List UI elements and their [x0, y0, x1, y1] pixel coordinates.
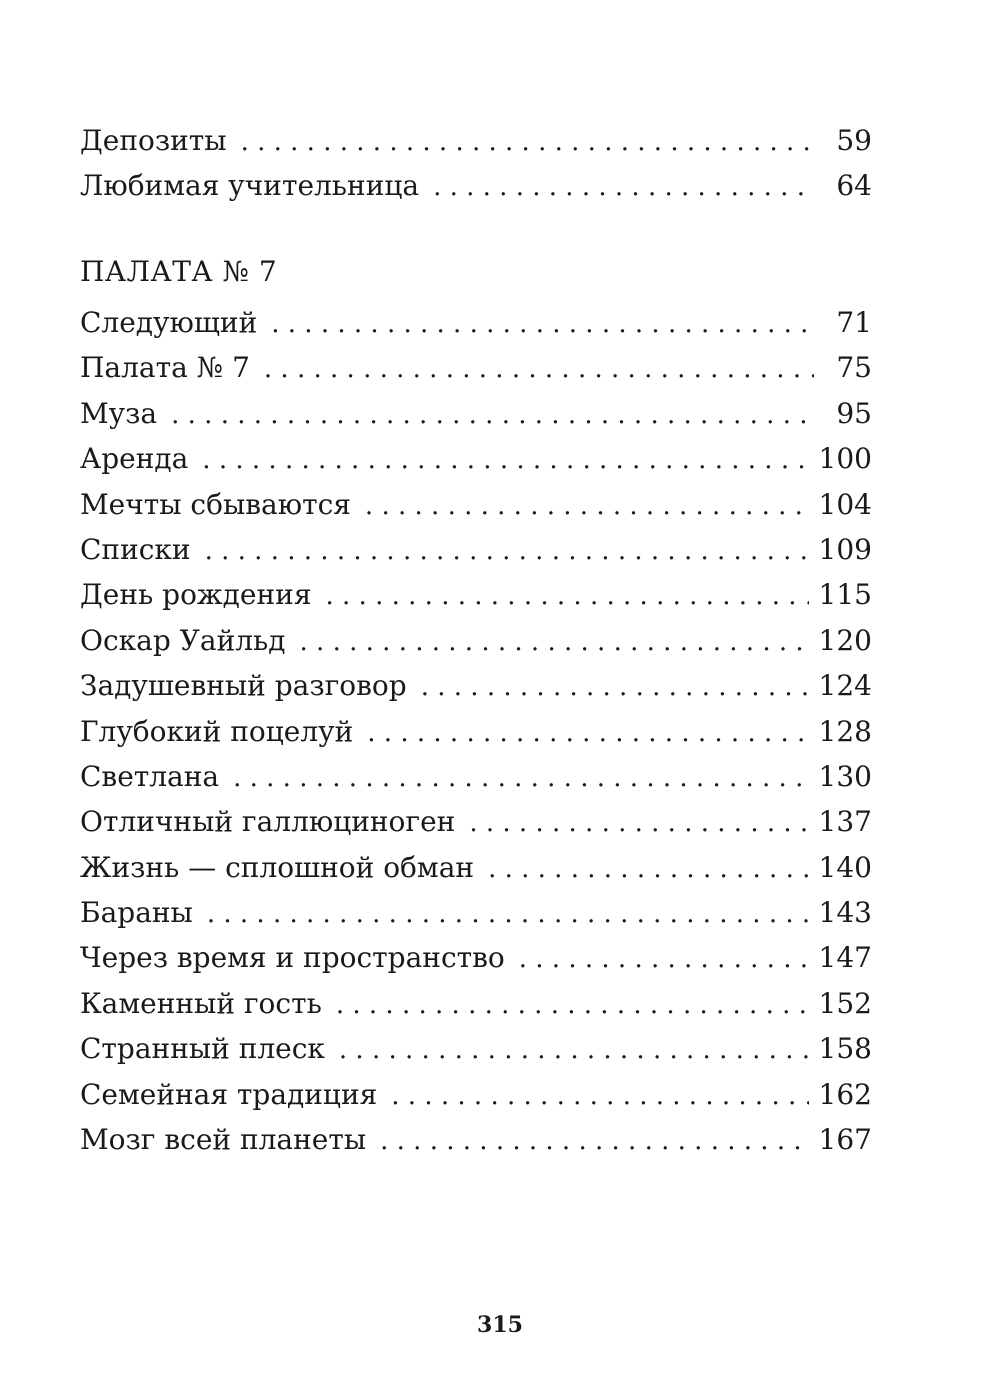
toc-entry-title: Любимая учительница [80, 169, 420, 203]
toc-entry-page: 95 [836, 396, 872, 430]
toc-entry [80, 845, 872, 890]
toc-dot-leader [271, 302, 814, 347]
page-number: 315 [477, 1312, 523, 1338]
toc-entry-title: Депозиты [80, 124, 227, 157]
toc-entry-page: 124 [818, 669, 872, 703]
toc-entry [80, 527, 872, 572]
toc-entry-page: 109 [818, 532, 872, 566]
toc-dot-leader [264, 347, 814, 392]
toc-dot-leader [421, 665, 809, 710]
toc-entry [80, 890, 872, 935]
toc-entry-title: Странный плеск [80, 1032, 325, 1066]
toc-entry-page: 100 [818, 442, 872, 476]
toc-entry [80, 300, 872, 345]
toc-entry-page: 120 [818, 623, 872, 657]
toc-dot-leader [233, 756, 808, 801]
toc-entry-page: 59 [836, 124, 872, 157]
toc-entry [80, 118, 872, 163]
toc-entry-page: 147 [818, 941, 872, 975]
toc-entry-page: 143 [818, 896, 872, 930]
toc-dot-leader [336, 983, 809, 1028]
toc-dot-leader [367, 711, 808, 756]
toc-entry [80, 436, 872, 481]
toc-entry [80, 981, 872, 1026]
toc-entry-title: Через время и пространство [80, 941, 505, 975]
toc-entry [80, 1026, 872, 1071]
toc-entry [80, 754, 872, 799]
toc-dot-leader [391, 1074, 808, 1119]
toc-dot-leader [205, 529, 809, 574]
toc-dot-leader [241, 120, 814, 165]
toc-entry-page: 140 [818, 850, 872, 884]
toc-entry-page: 137 [818, 805, 872, 839]
toc-entry [80, 709, 872, 754]
toc-dot-leader [433, 165, 814, 210]
toc-dot-leader [488, 847, 808, 892]
toc-entry-page: 115 [818, 578, 872, 612]
toc-dot-leader [339, 1028, 809, 1073]
toc-entry-title: Бараны [80, 896, 193, 930]
toc-entry [80, 799, 872, 844]
toc-entry [80, 1072, 872, 1117]
toc-entry-page: 75 [836, 351, 872, 385]
toc-entry-page: 71 [836, 306, 872, 339]
toc-entry [80, 663, 872, 708]
toc-entry-page: 167 [818, 1123, 872, 1157]
toc-list-continued [80, 118, 872, 209]
toc-entry-title: Аренда [80, 442, 189, 476]
toc-dot-leader [380, 1119, 808, 1164]
toc-entry [80, 482, 872, 527]
section-heading: ПАЛАТА № 7 [80, 255, 278, 288]
toc-entry-page: 104 [818, 487, 872, 521]
toc-dot-leader [365, 484, 809, 529]
toc-entry [80, 618, 872, 663]
toc-entry-title: День рождения [80, 578, 312, 612]
toc-entry-title: Жизнь — сплошной обман [80, 850, 475, 884]
toc-dot-leader [469, 801, 808, 846]
toc-entry-title: Семейная традиция [80, 1077, 378, 1111]
toc-dot-leader [207, 892, 809, 937]
toc-entry-title: Светлана [80, 759, 220, 793]
toc-entry-title: Мечты сбываются [80, 487, 351, 521]
toc-entry [80, 935, 872, 980]
toc-entry-page: 152 [818, 986, 872, 1020]
toc-entry [80, 572, 872, 617]
toc-entry-title: Задушевный разговор [80, 669, 407, 703]
toc-list-section [80, 300, 872, 1162]
toc-entry-title: Списки [80, 532, 191, 566]
toc-dot-leader [325, 574, 808, 619]
toc-entry [80, 163, 872, 208]
toc-entry-page: 158 [818, 1032, 872, 1066]
toc-entry-title: Палата № 7 [80, 351, 250, 385]
toc-entry-title: Следующий [80, 306, 258, 339]
toc-dot-leader [202, 438, 808, 483]
toc-entry [80, 345, 872, 390]
toc-entry-title: Отличный галлюциноген [80, 805, 456, 839]
toc-entry-title: Мозг всей планеты [80, 1123, 367, 1157]
toc-entry-page: 162 [818, 1077, 872, 1111]
toc-entry-title: Муза [80, 396, 158, 430]
toc-entry-page: 128 [818, 714, 872, 748]
toc-entry [80, 1117, 872, 1162]
toc-entry-title: Оскар Уайльд [80, 623, 286, 657]
toc-entry-page: 130 [818, 759, 872, 793]
toc-entry [80, 391, 872, 436]
toc-entry-title: Каменный гость [80, 986, 322, 1020]
toc-entry-page: 64 [836, 169, 872, 203]
toc-dot-leader [171, 393, 814, 438]
toc-dot-leader [300, 620, 809, 665]
toc-dot-leader [519, 937, 809, 982]
toc-entry-title: Глубокий поцелуй [80, 714, 354, 748]
